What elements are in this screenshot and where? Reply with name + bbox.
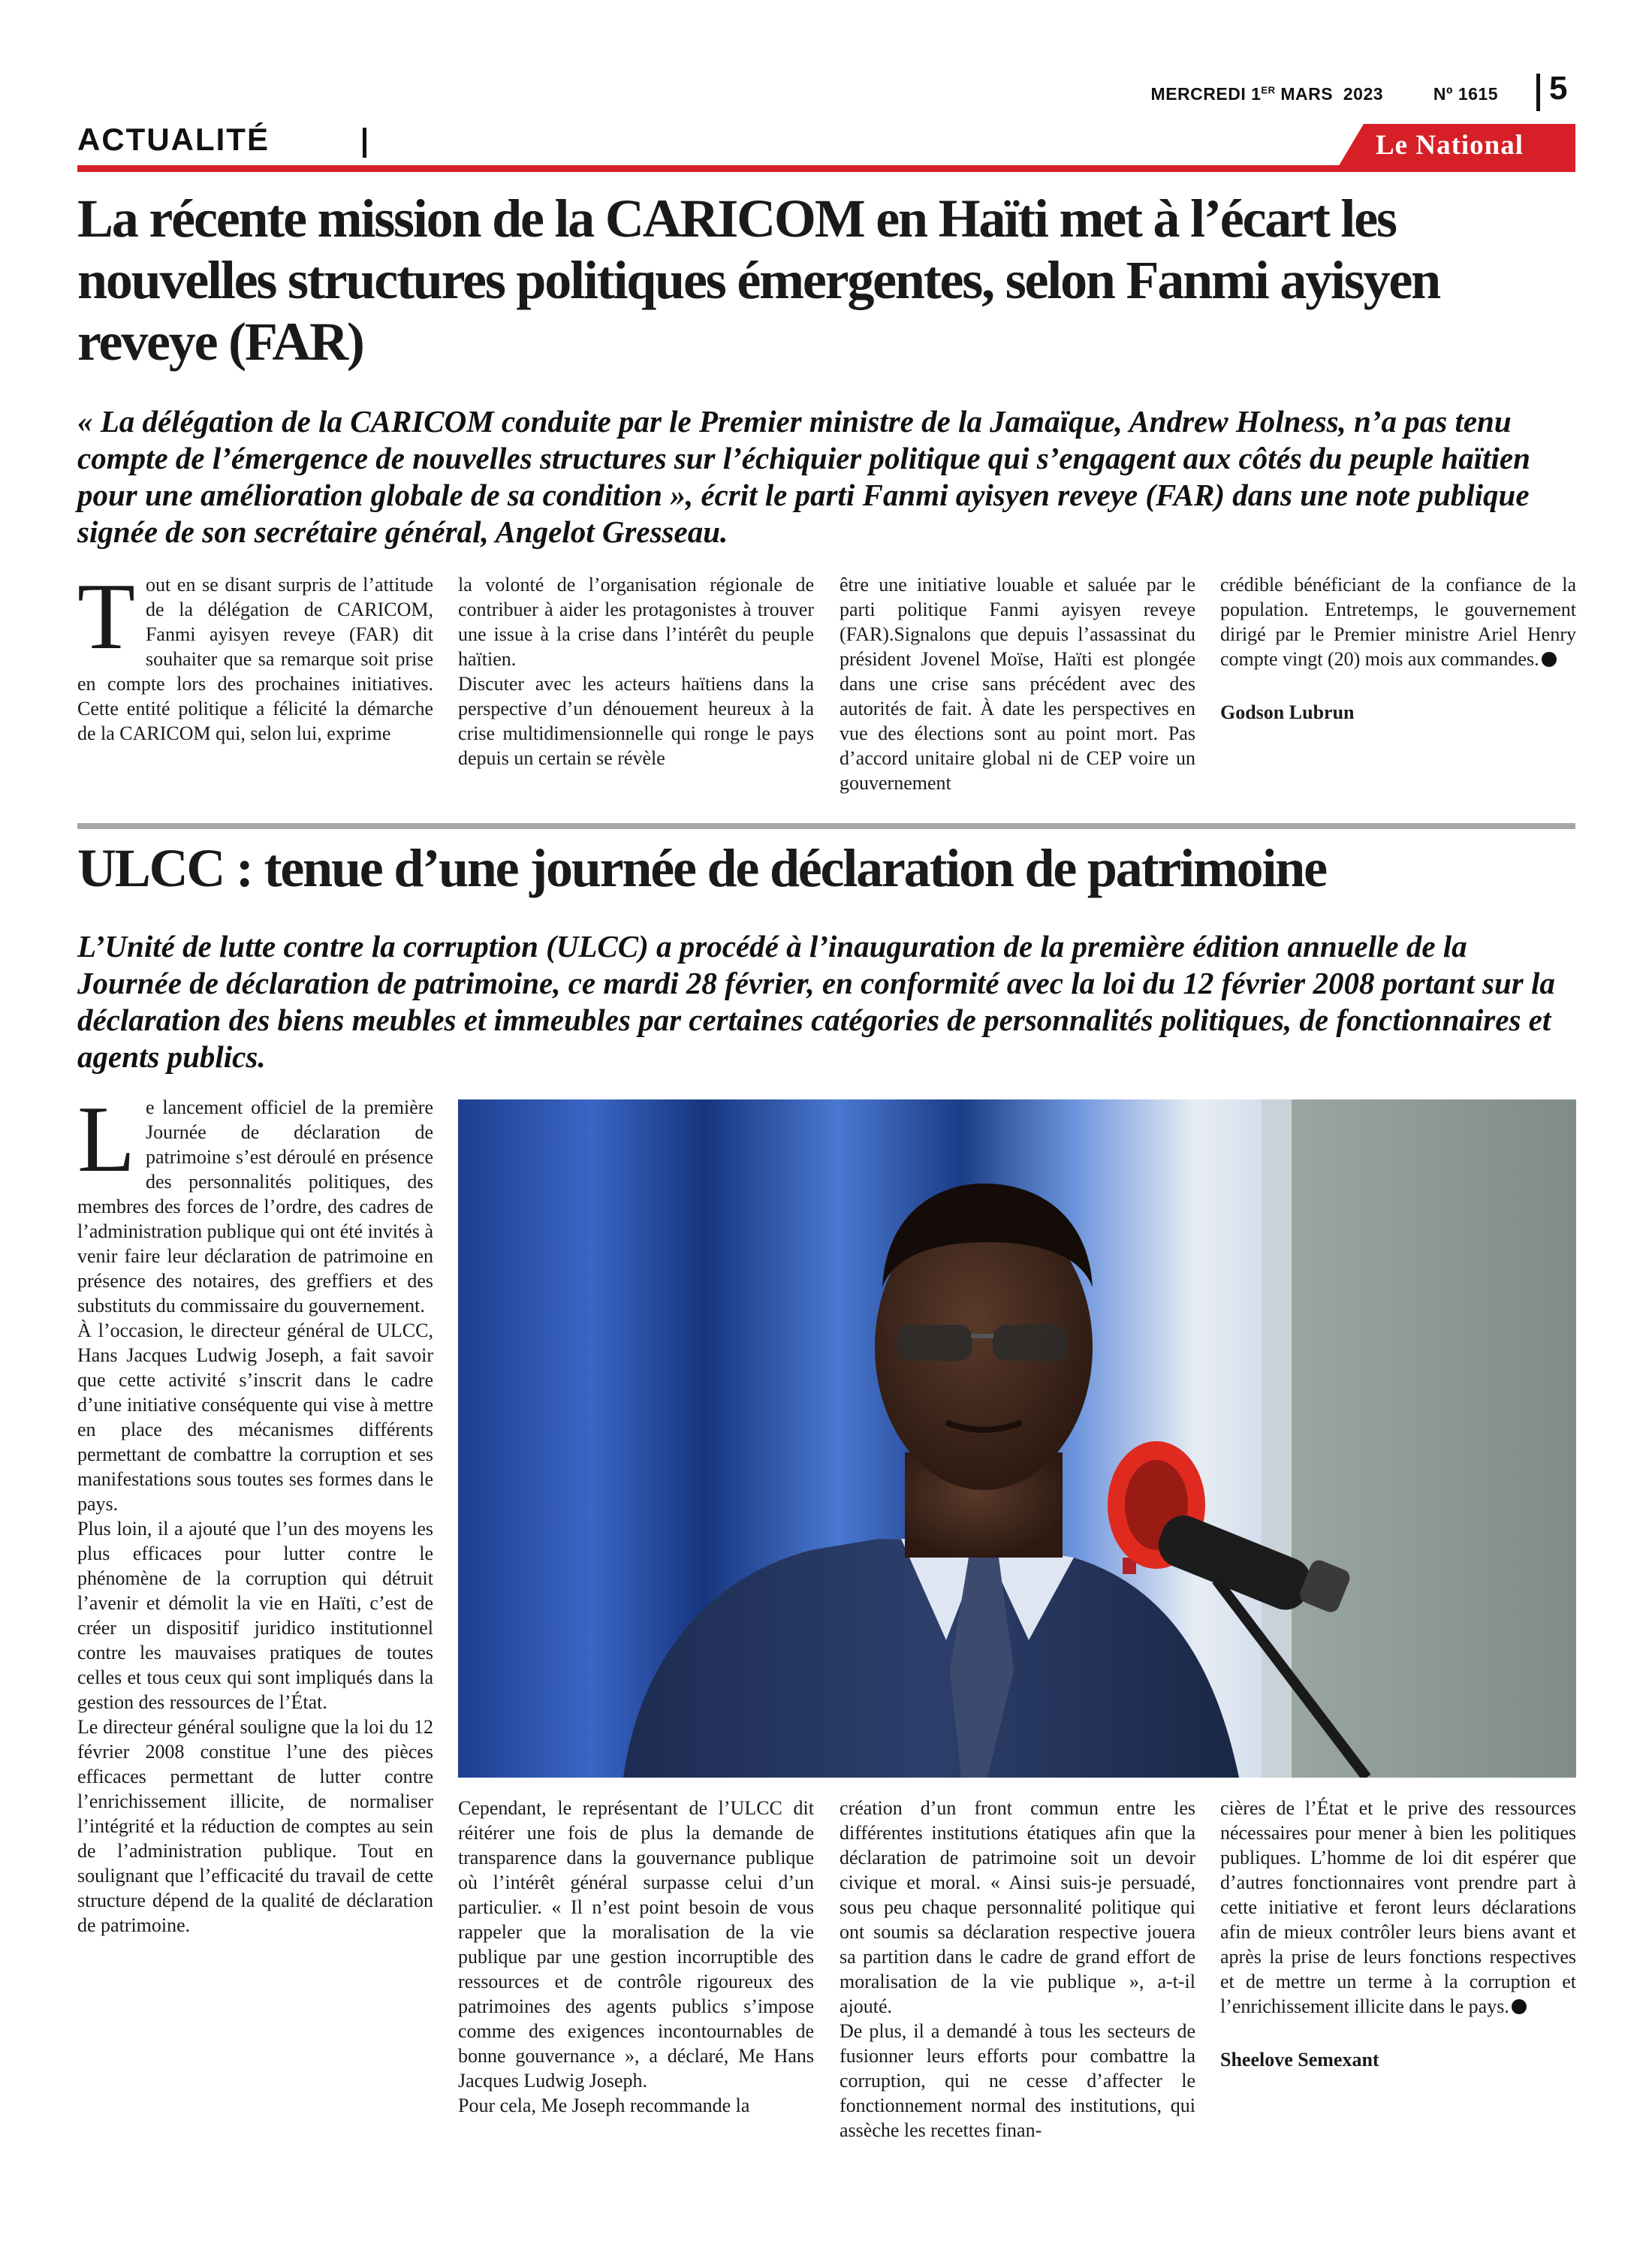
article1-author: Godson Lubrun <box>1220 701 1355 723</box>
article2-para-7a: De plus, il a demandé à tous les secteurs de fusionner leurs efforts pour combattre la corruption, qui ne cesse d’affecter le fonctionnement normal des institutions, qui assèche les recettes finan- <box>840 2020 1195 2141</box>
article1-col2-para-1: la volonté de l’organisation régionale de contribuer à aider les protagonistes à trouver une issue à la crise dans l’intérêt du peuple haïtien. <box>458 574 814 670</box>
issue-number: Nº 1615 <box>1433 84 1498 104</box>
article2-para-5: Cependant, le représentant de l’ULCC dit réitérer une fois de plus la demande de transparence dans la gouvernance publique où l’intérêt général surpasse celui d’un particulier. « Il n’est point besoin de vous rappeler que la moralisation de la vie publique par une gestion incorruptible des ressources et de contrôle rigoureux des patrimoines des agents publics s’impose comme des exigences incontournables de bonne gouvernance », a déclaré, Me Hans Jacques Ludwig Joseph. <box>458 1797 814 2092</box>
article2-para-3: Plus loin, il a ajouté que l’un des moyens les plus efficaces pour lutter contre le phénomène de la corruption qui détruit l’avenir et démolit la vie en Haïti, c’est de créer un dispositif juridico institutionnel contre les mauvaises pratiques de toutes celles et tous ceux qui sont impliqués dans la gestion des ressources de l’État. <box>77 1518 433 1713</box>
end-mark-icon <box>1542 652 1557 667</box>
article1-column-4 <box>1220 572 1576 725</box>
article2-author: Sheelove Semexant <box>1220 2049 1379 2071</box>
article2-para-1: e lancement officiel de la première Journée de déclaration de patrimoine s’est déroulé en présence des personnalités politiques, des membres des forces de l’ordre, des cadres de l’administration publique qui ont été invités à venir faire leur déclaration de patrimoine en présence des notaires, des greffiers et des substituts du commissaire du gouvernement. <box>77 1096 433 1317</box>
article1-headline: La récente mission de la CARICOM en Haïti met à l’écart les nouvelles structures politiques émergentes, selon Fanmi ayisyen reveye (FAR) <box>77 189 1439 372</box>
day: 1 <box>1251 84 1262 104</box>
newspaper-brand: Le National <box>1376 130 1524 161</box>
article2-photo <box>458 1099 1576 1778</box>
speaker-photo-illustration <box>458 1099 1576 1778</box>
article1-column-2 <box>458 572 814 771</box>
article2-para-7b: cières de l’État et le prive des ressources nécessaires pour mener à bien les politiques publiques. L’homme de loi dit espérer que d’autres fonctionnaires vont prendre part à cette initiative et feront leurs déclarations afin de mieux contrôler leurs biens avant et après la prise de leurs fonctions respectives et de mettre un terme à la corruption et l’enrichissement illicite dans le pays. <box>1220 1797 1576 2017</box>
article2-column-1 <box>77 1087 433 1938</box>
article1-deck: « La délégation de la CARICOM conduite par le Premier ministre de la Jamaïque, Andrew Holness, n’a pas tenu compte de l’émergence de nouvelles structures sur l’échiquier politique qui s’engagent aux côtés du peuple haïtien pour une amélioration globale de sa condition », écrit le parti Fanmi ayisyen reveye (FAR) dans une note publique signée de son secrétaire général, Angelot Gresseau. <box>77 404 1530 549</box>
article2-column-3 <box>840 1796 1195 2143</box>
article2-column-4 <box>1220 1796 1576 2072</box>
article1-column-1 <box>77 565 433 746</box>
page-number: 5 <box>1549 70 1568 107</box>
article2-para-4: Le directeur général souligne que la loi du 12 février 2008 constitue l’une des pièces efficaces permettant de lutter contre l’enrichissement illicite, de normaliser l’intégrité et la réduction de comptes au sein de l’administration publique. Tout en soulignant que l’efficacité du travail de cette structure dépend de la qualité de déclaration de patrimoine. <box>77 1716 433 1936</box>
day-suffix: ER <box>1261 84 1276 96</box>
section-separator <box>363 128 366 158</box>
article2-dropcap: L <box>77 1087 135 1192</box>
weekday: MERCREDI <box>1150 84 1247 104</box>
article1-col3-text: être une initiative louable et saluée par le parti politique Fanmi ayisyen reveye (FAR).Signalons que depuis l’assassinat du président Jovenel Moïse, Haïti est plongée dans une crise sans précédent avec des autorités de fait. À date les perspectives en vue des élections sont au point mort. Pas d’accord unitaire global ni de CEP voire un gouvernement <box>840 574 1195 794</box>
article2-deck: L’Unité de lutte contre la corruption (ULCC) a procédé à l’inauguration de la première édition annuelle de la Journée de déclaration de patrimoine, ce mardi 28 février, en conformité avec la loi du 12 février 2008 portant sur la déclaration des biens meubles et immeubles par certaines catégories de personnalités politiques, de fonctionnaires et agents publics. <box>77 929 1555 1074</box>
article1-col2-para-2: Discuter avec les acteurs haïtiens dans la perspective d’un dénouement heureux à la crise multidimensionnelle qui ronge le pays depuis un certain se révèle <box>458 673 814 769</box>
month-year: MARS 2023 <box>1280 84 1384 104</box>
section-label: ACTUALITÉ <box>77 122 270 157</box>
article2-para-6a: Pour cela, Me Joseph recommande la <box>458 2095 750 2116</box>
end-mark-icon <box>1512 1999 1527 2014</box>
article2-para-6b: création d’un front commun entre les différentes institutions étatiques afin que la déclaration de patrimoine soit un devoir civique et moral. « Ainsi suis-je persuadé, sous peu chaque personnalité politique qui ont soumis sa déclaration respective jouera sa partition dans le cadre de grand effort de moralisation de la vie publique », a-t-il ajouté. <box>840 1797 1195 2017</box>
page-number-separator <box>1536 74 1540 111</box>
article1-dropcap: T <box>77 565 135 669</box>
article2-para-2: À l’occasion, le directeur général de ULCC, Hans Jacques Ludwig Joseph, a fait savoir que cette activité s’inscrit dans le cadre d’une initiative conséquente qui vise à mettre en place des mécanismes différents permettant de combattre la corruption et ses manifestations sous toutes ses formes dans le pays. <box>77 1320 433 1515</box>
article1-col1-text: out en se disant surpris de l’attitude de la délégation de CARICOM, Fanmi ayisyen reveye (FAR) dit souhaiter que sa remarque soit prise en compte lors des prochaines initiatives. Cette entité politique a félicité la démarche de la CARICOM qui, selon lui, exprime <box>77 574 433 744</box>
article1-col4-text: crédible bénéficiant de la confiance de la population. Entretemps, le gouvernement dirigé par le Premier ministre Ariel Henry compte vingt (20) mois aux commandes. <box>1220 574 1576 670</box>
issue-date <box>1151 84 1498 104</box>
article-divider <box>77 823 1575 829</box>
article1-column-3 <box>840 572 1195 795</box>
article2-headline: ULCC : tenue d’une journée de déclaration de patrimoine <box>77 838 1326 898</box>
article2-column-2 <box>458 1796 814 2118</box>
